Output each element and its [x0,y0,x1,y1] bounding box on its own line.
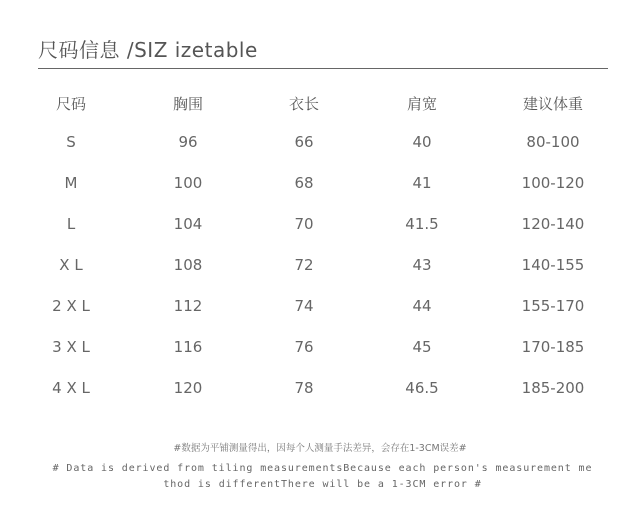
cell-shoulder: 46.5 [405,379,439,397]
cell-shoulder: 44 [412,297,432,315]
cell-length: 70 [294,215,314,233]
cell-chest: 100 [173,174,203,192]
measurement-note-english: # Data is derived from tiling measurementsBecause each person's measurement method is differentThere will be a 1-3CM error # [52,463,593,490]
cell-weight: 185-200 [521,379,585,397]
cell-shoulder: 41.5 [405,215,439,233]
measurement-note-chinese: #数据为平铺测量得出，因每个人测量手法差异，会存在1-3CM误差# [173,443,467,454]
cell-shoulder: 40 [412,133,432,151]
page-title: 尺码信息 /SIZ izetable [38,38,258,62]
cell-length: 74 [294,297,314,315]
cell-weight: 155-170 [521,297,585,315]
cell-size: 2 X L [52,297,90,315]
title-divider [38,68,608,69]
cell-size: X L [59,256,83,274]
cell-size: 4 X L [52,379,90,397]
cell-weight: 120-140 [521,215,585,233]
cell-chest: 120 [173,379,203,397]
cell-chest: 96 [178,133,198,151]
cell-weight: 100-120 [521,174,585,192]
cell-size: L [66,215,76,233]
cell-chest: 116 [173,338,203,356]
cell-length: 78 [294,379,314,397]
cell-weight: 80-100 [526,133,580,151]
cell-chest: 104 [173,215,203,233]
cell-chest: 112 [173,297,203,315]
header-length: 衣长 [288,95,320,113]
cell-weight: 140-155 [521,256,585,274]
cell-size: M [64,174,78,192]
header-chest: 胸围 [172,95,204,113]
cell-shoulder: 43 [412,256,432,274]
header-size: 尺码 [55,95,87,113]
cell-length: 66 [294,133,314,151]
cell-size: 3 X L [52,338,90,356]
cell-length: 76 [294,338,314,356]
cell-size: S [66,133,76,151]
cell-chest: 108 [173,256,203,274]
cell-length: 68 [294,174,314,192]
header-shoulder: 肩宽 [406,95,438,113]
header-weight: 建议体重 [522,95,584,113]
cell-weight: 170-185 [521,338,585,356]
cell-shoulder: 45 [412,338,432,356]
cell-length: 72 [294,256,314,274]
cell-shoulder: 41 [412,174,432,192]
